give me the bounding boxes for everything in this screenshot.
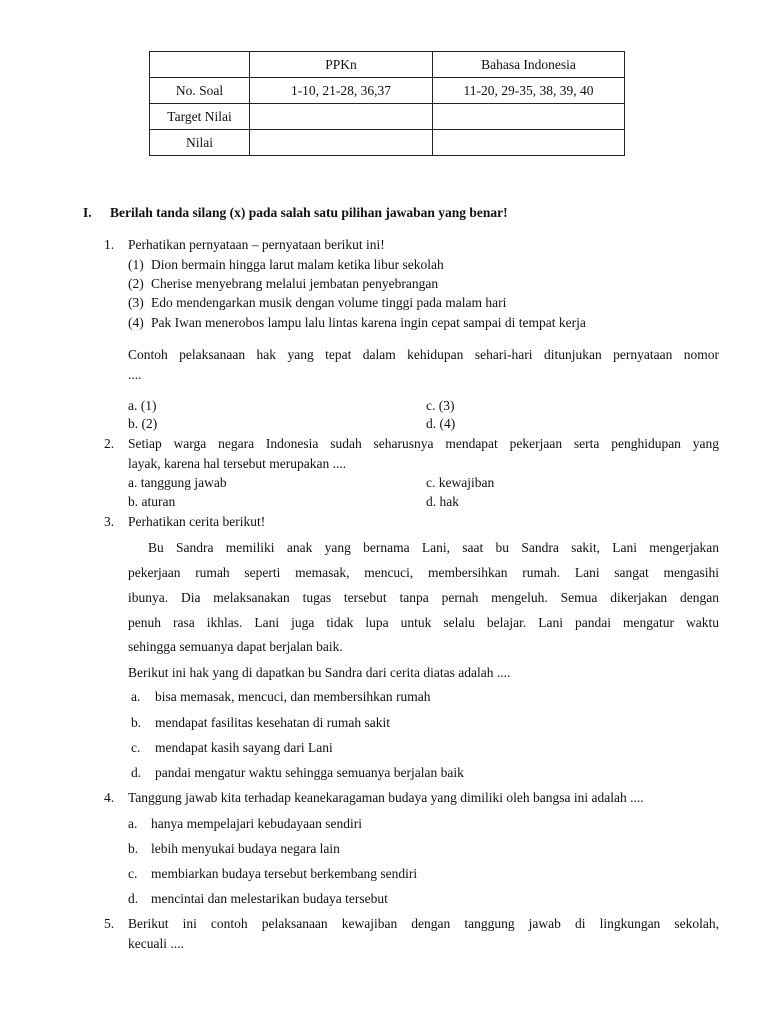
option-d: d. (4)	[426, 416, 456, 431]
table-cell	[433, 130, 625, 156]
option-label: b.	[131, 715, 142, 730]
option-text: mendapat kasih sayang dari Lani	[155, 740, 333, 755]
question-text: Tanggung jawab kita terhadap keanekaragaman budaya yang dimiliki oleh bangsa ini adalah ....	[128, 790, 644, 805]
table-cell: 11-20, 29-35, 38, 39, 40	[433, 78, 625, 104]
statement-text: Edo mendengarkan musik dengan volume tinggi pada malam hari	[151, 295, 507, 310]
option-c: c. (3)	[426, 398, 455, 413]
question-text: layak, karena hal tersebut merupakan ....	[128, 456, 347, 471]
table-cell	[250, 130, 433, 156]
table-cell: 1-10, 21-28, 36,37	[250, 78, 433, 104]
story-line: sehingga semuanya dapat berjalan baik.	[128, 639, 343, 654]
story-line: Bu Sandra memiliki anak yang bernama Lani, saat bu Sandra sakit, Lani mengerjakan	[148, 540, 719, 555]
question-number: 3.	[104, 514, 115, 529]
score-table	[149, 51, 625, 156]
option-a: a. tanggung jawab	[128, 475, 227, 490]
option-label: c.	[128, 866, 138, 881]
statement-number: (3)	[128, 295, 144, 310]
table-cell	[250, 104, 433, 130]
question-text: Berikut ini contoh pelaksanaan kewajiban dengan tanggung jawab di lingkungan sekolah,	[128, 916, 719, 931]
question-text: Berikut ini hak yang di dapatkan bu Sandra dari cerita diatas adalah ....	[128, 665, 511, 680]
story-line: penuh rasa ikhlas. Lani juga tidak lupa untuk selalu belajar. Lani pandai mengatur waktu	[128, 615, 719, 630]
statement-text: Dion bermain hingga larut malam ketika libur sekolah	[151, 257, 444, 272]
table-header-ppkn: PPKn	[250, 52, 433, 78]
question-text: Perhatikan pernyataan – pernyataan berikut ini!	[128, 237, 385, 252]
question-text: ....	[128, 367, 142, 382]
option-label: d.	[128, 891, 139, 906]
question-number: 5.	[104, 916, 115, 931]
question-number: 1.	[104, 237, 115, 252]
option-text: mendapat fasilitas kesehatan di rumah sakit	[155, 715, 391, 730]
option-b: b. aturan	[128, 494, 176, 509]
question-text: kecuali ....	[128, 936, 184, 951]
option-label: b.	[128, 841, 139, 856]
option-text: bisa memasak, mencuci, dan membersihkan rumah	[155, 689, 431, 704]
table-header-bahasa: Bahasa Indonesia	[433, 52, 625, 78]
statement-text: Cherise menyebrang melalui jembatan penyebrangan	[151, 276, 439, 291]
table-row	[150, 78, 625, 104]
question-number: 4.	[104, 790, 115, 805]
option-label: c.	[131, 740, 141, 755]
row-label-target-nilai: Target Nilai	[150, 104, 250, 130]
row-label-no-soal: No. Soal	[150, 78, 250, 104]
statement-number: (2)	[128, 276, 144, 291]
option-label: a.	[131, 689, 141, 704]
table-cell	[433, 104, 625, 130]
option-b: b. (2)	[128, 416, 158, 431]
question-text: Setiap warga negara Indonesia sudah seharusnya mendapat pekerjaan serta penghidupan yang	[128, 436, 719, 451]
question-text: Contoh pelaksanaan hak yang tepat dalam kehidupan sehari-hari ditunjukan pernyataan nomor	[128, 347, 719, 362]
table-row	[150, 104, 625, 130]
row-label-nilai: Nilai	[150, 130, 250, 156]
statement-number: (4)	[128, 315, 144, 330]
section-number: I.	[83, 205, 92, 220]
option-label: d.	[131, 765, 142, 780]
option-a: a. (1)	[128, 398, 157, 413]
statement-number: (1)	[128, 257, 144, 272]
question-text: Perhatikan cerita berikut!	[128, 514, 266, 529]
table-row	[150, 130, 625, 156]
option-text: membiarkan budaya tersebut berkembang sendiri	[151, 866, 418, 881]
option-text: pandai mengatur waktu sehingga semuanya berjalan baik	[155, 765, 464, 780]
section-instruction: Berilah tanda silang (x) pada salah satu pilihan jawaban yang benar!	[110, 205, 508, 220]
question-number: 2.	[104, 436, 115, 451]
option-text: hanya mempelajari kebudayaan sendiri	[151, 816, 363, 831]
option-text: mencintai dan melestarikan budaya tersebut	[151, 891, 388, 906]
story-line: pekerjaan rumah seperti memasak, mencuci, membersihkan rumah. Lani sangat mengasihi	[128, 565, 719, 580]
option-text: lebih menyukai budaya negara lain	[151, 841, 340, 856]
table-cell	[150, 52, 250, 78]
statement-text: Pak Iwan menerobos lampu lalu lintas karena ingin cepat sampai di tempat kerja	[151, 315, 586, 330]
table-row	[150, 52, 625, 78]
option-d: d. hak	[426, 494, 459, 509]
option-label: a.	[128, 816, 138, 831]
option-c: c. kewajiban	[426, 475, 495, 490]
story-line: ibunya. Dia melaksanakan tugas tersebut tanpa pernah mengeluh. Semua dikerjakan dengan	[128, 590, 719, 605]
